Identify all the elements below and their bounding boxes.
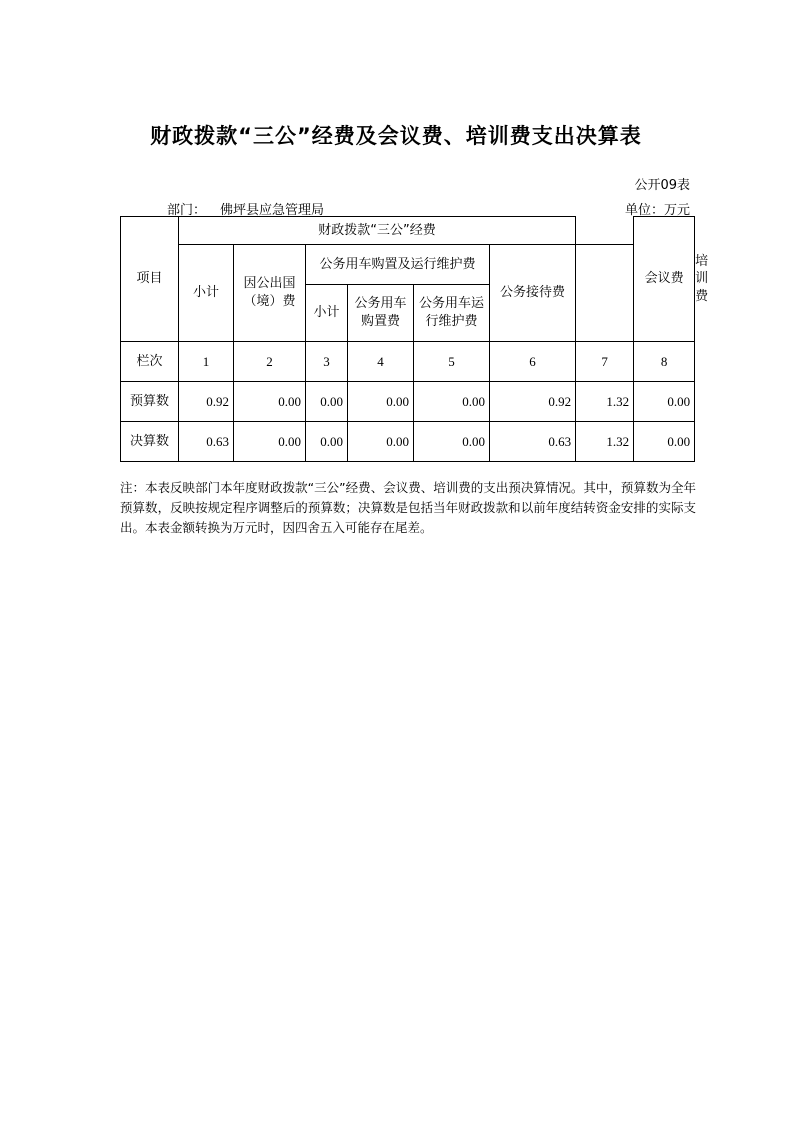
- table-row: [121, 382, 695, 422]
- header-vehicle-group: 公务用车购置及运行维护费: [306, 245, 490, 285]
- cell: 0.00: [414, 382, 490, 422]
- cell: 8: [634, 342, 695, 382]
- department-label: 部门：: [167, 203, 207, 218]
- header-subtotal: 小计: [179, 245, 234, 342]
- cell: 2: [234, 342, 306, 382]
- unit-label: 单位：万元: [624, 203, 690, 218]
- cell: 0.00: [306, 422, 348, 462]
- header-meeting: 会议费: [634, 217, 695, 342]
- table-row: [121, 422, 695, 462]
- header-reception: 公务接待费: [490, 245, 576, 342]
- cell: 1.32: [576, 422, 634, 462]
- table-row: [121, 342, 695, 382]
- department-name: 佛坪县应急管理局: [220, 203, 325, 218]
- cell: 0.00: [348, 382, 414, 422]
- cell: 4: [348, 342, 414, 382]
- header-item: 项目: [121, 217, 179, 342]
- cell: 0.00: [414, 422, 490, 462]
- cell: 1: [179, 342, 234, 382]
- row-label: 决算数: [121, 422, 179, 462]
- header-spacer: [576, 217, 634, 245]
- footnote: 注：本表反映部门本年度财政拨款“三公”经费、会议费、培训费的支出预决算情况。其中，预算数为全年预算数，反映按规定程序调整后的预算数；决算数是包括当年财政拨款和以前年度结转资金安排的实际支出。本表金额转换为万元时，因四舍五入可能存在尾差。: [120, 480, 696, 535]
- expense-table: 项目 财政拨款“三公”经费 会议费 培训费 小计 因公出国（境）费 公务用车购置及运行维护费 公务接待费 小计 公务用车购置费 公务用车运行维护费 栏次 1 2 3 4 5 6 7 8 预算数 0.92 0.00 0.00 0.00 0.00 0.92 1.32 0.00 决算数 0.63 0.00 0.00 0.00 0.00 0.63 1.32 0.00: [120, 216, 695, 462]
- cell: 0.00: [234, 382, 306, 422]
- header-vehicle-subtotal: 小计: [306, 285, 348, 342]
- form-number: 公开09表: [634, 178, 690, 193]
- cell: 0.92: [179, 382, 234, 422]
- cell: 0.00: [634, 422, 695, 462]
- cell: 6: [490, 342, 576, 382]
- header-group-title: 财政拨款“三公”经费: [179, 217, 576, 245]
- row-label: 栏次: [121, 342, 179, 382]
- cell: 0.00: [348, 422, 414, 462]
- row-label: 预算数: [121, 382, 179, 422]
- cell: 1.32: [576, 382, 634, 422]
- cell: 0.63: [179, 422, 234, 462]
- cell: 0.00: [634, 382, 695, 422]
- header-vehicle-maintenance: 公务用车运行维护费: [414, 285, 490, 342]
- cell: 7: [576, 342, 634, 382]
- cell: 0.00: [234, 422, 306, 462]
- cell: 5: [414, 342, 490, 382]
- header-abroad: 因公出国（境）费: [234, 245, 306, 342]
- cell: 0.00: [306, 382, 348, 422]
- page-title: 财政拨款“三公”经费及会议费、培训费支出决算表: [150, 124, 642, 148]
- cell: 3: [306, 342, 348, 382]
- cell: 0.63: [490, 422, 576, 462]
- cell: 0.92: [490, 382, 576, 422]
- header-vehicle-purchase: 公务用车购置费: [348, 285, 414, 342]
